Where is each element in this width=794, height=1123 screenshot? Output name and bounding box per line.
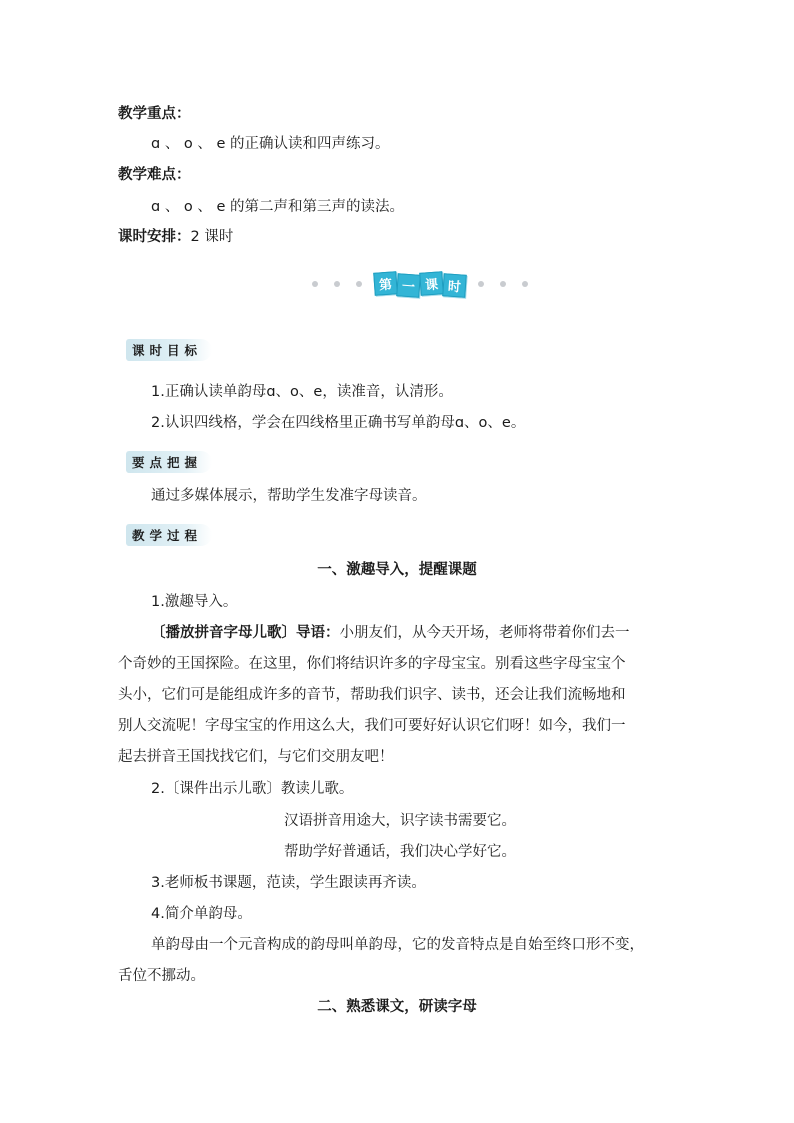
essentials-text: 通过多媒体展示，帮助学生发准字母读音。 xyxy=(151,488,427,504)
step1-line1-text: 小朋友们，从今天开场，老师将带着你们去一 xyxy=(339,625,630,641)
banner-char: 第 xyxy=(373,271,398,296)
banner-char: 时 xyxy=(442,273,467,298)
key-points-heading: 教学重点： xyxy=(118,106,191,122)
banner-dot xyxy=(500,281,506,287)
lesson-banner xyxy=(308,272,532,296)
schedule-row xyxy=(118,227,233,247)
step1-line2: 个奇妙的王国探险。在这里，你们将结识许多的字母宝宝。别看这些字母宝宝个 xyxy=(118,656,626,672)
poem-line-1: 汉语拼音用途大，识字读书需要它。 xyxy=(284,813,516,829)
objectives-label: 课时目标 xyxy=(126,339,212,361)
step1-lead: 〔播放拼音字母儿歌〕导语： xyxy=(151,625,340,641)
difficulties-heading: 教学难点： xyxy=(118,167,191,183)
section1-title: 一、激趣导入，提醒课题 xyxy=(317,562,477,578)
step2-title: 2.〔课件出示儿歌〕教读儿歌。 xyxy=(151,781,354,797)
banner-dot xyxy=(522,281,528,287)
schedule-value: 2 课时 xyxy=(190,229,234,245)
banner-dot xyxy=(312,281,318,287)
step1-line4: 别人交流呢！字母宝宝的作用这么大，我们可要好好认识它们呀！如今，我们一 xyxy=(118,718,626,734)
process-label: 教学过程 xyxy=(126,524,212,546)
banner-boxes xyxy=(374,272,466,296)
section2-title: 二、熟悉课文，研读字母 xyxy=(317,999,477,1015)
objective-item-2: 2.认识四线格，学会在四线格里正确书写单韵母ɑ、o、e。 xyxy=(151,415,526,431)
step1-line1 xyxy=(151,623,630,643)
banner-char: 一 xyxy=(396,273,421,298)
step1-line3: 头小，它们可是能组成许多的音节，帮助我们识字、读书，还会让我们流畅地和 xyxy=(118,687,626,703)
banner-dot xyxy=(356,281,362,287)
key-points-text: ɑ 、 o 、 e 的正确认读和四声练习。 xyxy=(151,136,390,152)
schedule-heading: 课时安排： xyxy=(118,229,191,245)
step4-line2: 舌位不挪动。 xyxy=(118,968,205,984)
difficulties-text: ɑ 、 o 、 e 的第二声和第三声的读法。 xyxy=(151,199,405,215)
objective-item-1: 1.正确认读单韵母ɑ、o、e，读准音，认清形。 xyxy=(151,384,453,400)
step1-title: 1.激趣导入。 xyxy=(151,594,238,610)
banner-char: 课 xyxy=(419,271,444,296)
step1-line5: 起去拼音王国找找它们，与它们交朋友吧！ xyxy=(118,749,394,765)
step4-title: 4.简介单韵母。 xyxy=(151,906,252,922)
step3-title: 3.老师板书课题，范读，学生跟读再齐读。 xyxy=(151,875,426,891)
banner-dot xyxy=(478,281,484,287)
essentials-label: 要点把握 xyxy=(126,451,212,473)
step4-line1: 单韵母由一个元音构成的韵母叫单韵母，它的发音特点是自始至终口形不变， xyxy=(151,937,644,953)
banner-dot xyxy=(334,281,340,287)
poem-line-2: 帮助学好普通话，我们决心学好它。 xyxy=(284,844,516,860)
